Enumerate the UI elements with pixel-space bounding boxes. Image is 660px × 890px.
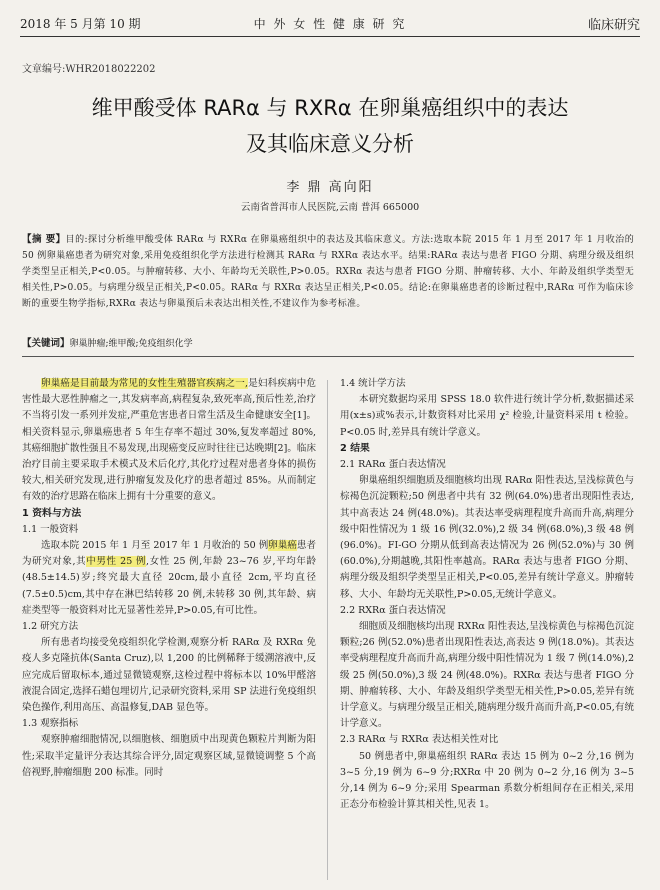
paper-title-line-1: 维甲酸受体 RARα 与 RXRα 在卵巢癌组织中的表达	[91, 96, 569, 120]
intro-text: 是妇科疾病中危害性最大恶性肿瘤之一,其发病率高,病程复杂,致死率高,预后性差,治疗不当将引发一系列并发症,严重危害患者日常生活及生命健康安全[1]。相关资料显示,卵巢癌患者 5 年生存率不超过 30%,复发率超过 80%,其癌细胞扩散性强且不易发现,出现癌变反应时往往已达晚期[2]。临床治疗目前主要采取手术模式及术后化疗,其化疗过程对患者身体的损伤较大,相关研究发现,进行肿瘤复发及化疗的患者超过 85%。从而制定有效的治疗思路在临床上拥有十分重要的意义。	[22, 378, 316, 503]
section-rule	[22, 356, 634, 357]
keywords-text: 卵巢肿瘤;维甲酸;免疫组织化学	[69, 339, 193, 349]
running-header	[20, 10, 640, 37]
subsection-heading: 1.4 统计学方法	[340, 378, 406, 389]
text-run: ,女性 25 例,年龄 23~76 岁,平均年龄(48.5±14.5)岁;终究最大直径 20cm,最小直径 2cm,平均直径(7.5±0.5)cm,其中存在淋巴结转移 20 例,未转移 30 例,其年龄、病症类型等一般资料对比无显著性差异,P>0.05,有可比性。	[22, 556, 316, 616]
authors: 李 鼎 高向阳	[286, 180, 374, 195]
subsection-heading: 2.3 RARα 与 RXRα 表达相关性对比	[340, 734, 499, 746]
highlighted-text: 中男性 25 例	[86, 556, 146, 568]
section-heading: 1 资料与方法	[22, 507, 82, 519]
text-run: 患者为研究对象,其	[22, 540, 316, 568]
subsection-heading: 1.1 一般资料	[22, 523, 79, 535]
keywords	[22, 337, 634, 351]
indicators-paragraph: 观察肿瘤细胞情况,以细胞核、细胞质中出现黄色颗粒片判断为阳性;采取半定量评分表达其综合评分,固定观察区域,显微镜调整 5 个高倍视野,肿瘤细胞 200 标准。同时	[22, 734, 316, 778]
article-number: 文章编号:WHR2018022202	[22, 64, 156, 75]
highlighted-text: 卵巢癌	[268, 540, 297, 552]
rxr-results-paragraph: 细胞质及细胞核均出现 RXRα 阳性表达,呈浅棕黄色与棕褐色沉淀颗粒;26 例(52.0%)患者出现阳性表达,高表达 9 例(18.0%)。其表达率受病理程度升高而升高,病理分级中阳性情况为 1 级 7 例(14.0%),2 级 25 例(50.0%),3 级 24 例(48.0%)。RXRα 表达与患者 FIGO 分期、肿瘤转移、大小、年龄及组织学类型无相关性,P>0.05,差异有统计学意义。与病理分级呈正相关,随病理分级升高而升高,P<0.05,有统计学意义。	[340, 621, 634, 730]
general-data-paragraph	[22, 538, 316, 619]
statistics-paragraph: 本研究数据均采用 SPSS 18.0 软件进行统计学分析,数据描述采用(x±s)或%表示,计数资料对比采用 χ² 检验,计量资料采用 t 检验。P<0.05 时,差异具有统计学意义。	[340, 394, 634, 438]
affiliation: 云南省普洱市人民医院,云南 普洱 665000	[240, 202, 420, 213]
correlation-paragraph: 50 例患者中,卵巢癌组织 RARα 表达 15 例为 0~2 分,16 例为 3~5 分,19 例为 6~9 分;RXRα 中 20 例为 0~2 分,16 例为 3~5 分,14 例为 6~9 分;采用 Spearman 系数分析组间存在正相关,采用正态分布检验计算其相关性,见表 1。	[340, 750, 634, 811]
column-divider	[327, 380, 328, 880]
paper-title-line-2: 及其临床意义分析	[246, 132, 414, 156]
subsection-heading: 1.3 观察指标	[22, 718, 79, 730]
section-label: 临床研究	[587, 18, 640, 33]
keywords-tag: 【关键词】	[22, 338, 70, 349]
subsection-heading: 1.2 研究方法	[22, 621, 79, 633]
text-run: 选取本院 2015 年 1 月至 2017 年 1 月收治的 50 例	[41, 540, 269, 552]
section-heading: 2 结果	[340, 442, 370, 454]
journal-name: 中 外 女 性 健 康 研 究	[253, 17, 407, 31]
subsection-heading: 2.1 RARα 蛋白表达情况	[340, 459, 446, 471]
subsection-heading: 2.2 RXRα 蛋白表达情况	[340, 604, 446, 616]
methods-paragraph: 所有患者均接受免疫组织化学检测,观察分析 RARα 及 RXRα 免疫人多克隆抗体(Santa Cruz),以 1,200 的比例稀释于缓溯溶液中,反应完成后留取标本,通过显微镜观察,这检过程中将标本以 10%甲醛溶液混合固定,选择石蜡包埋切片,记录研究资料,采用 SP 法进行免疫组织染色操作,利用高压、高温修复,DAB 显色等。	[22, 637, 316, 714]
rar-results-paragraph: 卵巢癌组织细胞质及细胞核均出现 RARα 阳性表达,呈浅棕黄色与棕褐色沉淀颗粒;50 例患者中共有 32 例(64.0%)患者出现阳性表达,其中高表达 24 例(48.0%)。其表达率受病理程度升高而升高,病理分级中阳性情况为 1 级 16 例(32.0%),2 级 34 例(68.0%),3 级 48 例(96.0%)。FI-GO 分期从低到高表达情况为 26 例(52.0%)与 30 例(60.0%),分期越晚,其阳性率越高。RARα 表达与患者 FIGO 分期、病理分级及组织学类型呈正相关,P<0.05,差异有统计学意义。肿瘤转移、大小、年龄均无关联性,P>0.05,无统计学意义。	[340, 475, 634, 600]
abstract-tag: 【摘 要】	[22, 234, 66, 245]
issue-label: 2018 年 5 月第 10 期	[20, 17, 141, 31]
abstract	[22, 232, 634, 312]
left-column	[22, 376, 316, 781]
intro-paragraph	[22, 376, 316, 506]
abstract-text: 目的:探讨分析维甲酸受体 RARα 与 RXRα 在卵巢癌组织中的表达及其临床意义。方法:选取本院 2015 年 1 月至 2017 年 1 月收治的 50 例卵巢癌患者为研究对象,采用免疫组织化学方法进行检测其 RARα 与 RXRα 表达水平。结果:RARα 表达与患者 FIGO 分期、病理分级及组织学类型呈正相关,P<0.05。与肿瘤转移、大小、年龄均无关联性,P>0.05。RXRα 表达与患者 FIGO 分期、肿瘤转移、大小、年龄及组织学类型无相关性,P>0.05。与病理分级呈正相关,P<0.05。RARα 与 RXRα 表达呈正相关,P<0.05。结论:在卵巢癌患者的诊断过程中,RARα 可作为临床诊断的重要生物学指标,RXRα 表达与卵巢预后未表达出相关性,不建议作为参考标准。	[22, 235, 635, 309]
right-column	[340, 376, 634, 813]
highlighted-text: 卵巢癌是目前最为常见的女性生殖器官疾病之一,	[41, 378, 248, 389]
